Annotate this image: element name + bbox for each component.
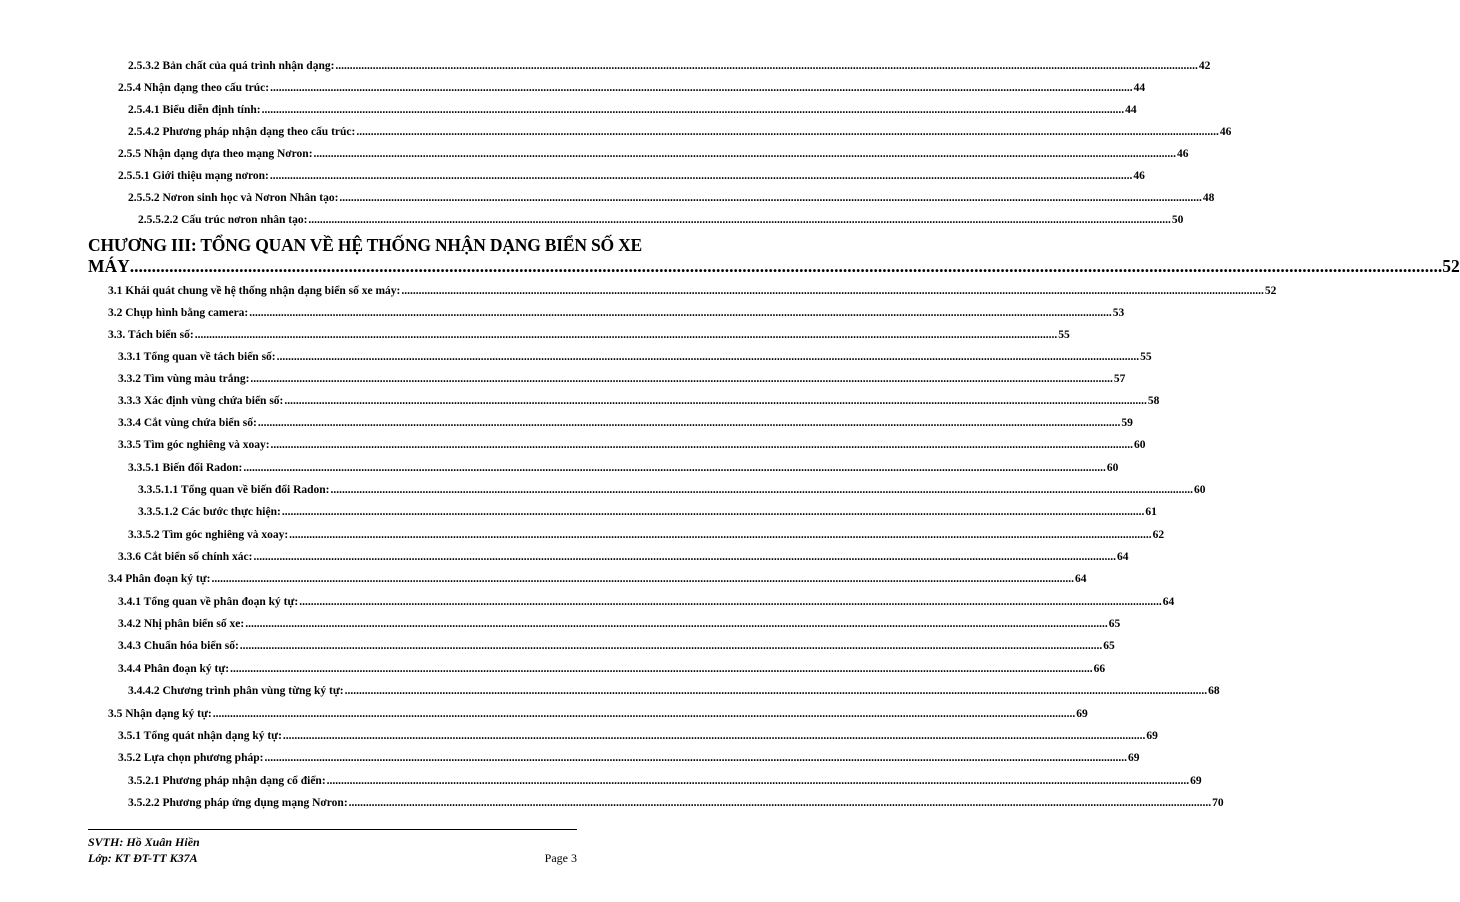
toc-entry-label: 2.5.5 Nhận dạng dựa theo mạng Nơron: [118,148,313,160]
toc-entry-label: 3.5.2.2 Phương pháp ứng dụng mạng Nơron: [128,797,348,809]
leader-dots: ............................................................................................................................................................................................................................................................................................................ [348,797,1212,809]
toc-entry-page: 65 [1108,618,1121,630]
toc-entry-label: 3.3.3 Xác định vùng chứa biển số: [118,395,284,407]
leader-dots: ............................................................................................................................................................................................................................................................................................................ [264,752,1127,764]
toc-entry-label: 3.4.1 Tổng quan về phân đoạn ký tự: [118,596,299,608]
toc-entry-label: 3.4.4.2 Chương trình phân vùng từng ký tự: [128,685,344,697]
leader-dots: ............................................................................................................................................................................................................................................................................................................ [249,307,1112,319]
toc-entry[interactable] [118,417,1133,429]
toc-entry-label: 2.5.4 Nhận dạng theo cấu trúc: [118,82,270,94]
toc-entry[interactable] [118,663,1106,675]
toc-entry[interactable] [128,126,1232,138]
toc-entry-label: 2.5.3.2 Bản chất của quá trình nhận dạng: [128,60,335,72]
chapter-title-line1: CHƯƠNG III: TỔNG QUAN VỀ HỆ THỐNG NHẬN DẠNG BIỂN SỐ XE [88,235,642,255]
toc-entry[interactable] [128,775,1202,787]
toc-entry[interactable] [108,329,1070,341]
toc-entry-page: 66 [1093,663,1106,675]
toc-entry-page: 69 [1127,752,1140,764]
toc-entry-page: 69 [1076,708,1088,720]
toc-entry-label: 2.5.5.1 Giới thiệu mạng nơron: [118,170,269,182]
toc-entry-page: 42 [1198,60,1211,72]
toc-entry-label: 3.3.5 Tìm góc nghiêng và xoay: [118,439,270,451]
toc-entry[interactable] [118,373,1126,385]
toc-entry-page: 62 [1152,529,1165,541]
leader-dots: ............................................................................................................................................................................................................................................................................................................ [356,126,1219,138]
toc-entry-label: 3.5.2.1 Phương pháp nhận dạng cổ điển: [128,775,326,787]
toc-entry-page: 60 [1106,462,1119,474]
toc-entry[interactable] [118,170,1145,182]
toc-entry-label: 3.3.6 Cắt biển số chính xác: [118,551,253,563]
toc-entry[interactable] [118,82,1146,94]
toc-entry-page: 59 [1121,417,1133,429]
toc-entry-page: 68 [1208,685,1220,697]
toc-entry-page: 60 [1134,439,1146,451]
leader-dots: ............................................................................................................................................................................................................................................................................................................ [330,484,1194,496]
leader-dots: ............................................................................................................................................................................................................................................................................................................ [270,82,1133,94]
toc-entry-label: 2.5.4.1 Biểu diễn định tính: [128,104,261,116]
leader-dots: ............................................................................................................................................................................................................................................................................................................ [276,351,1140,363]
toc-entry-label: 3.4.2 Nhị phân biển số xe: [118,618,245,630]
toc-entry-label: 2.5.5.2.2 Cấu trúc nơron nhân tạo: [138,214,308,226]
leader-dots: ............................................................................................................................................................................................................................................................................................................ [261,104,1125,116]
toc-entry-label: 3.5.2 Lựa chọn phương pháp: [118,752,264,764]
toc-entry[interactable] [118,596,1175,608]
toc-entry-page: 48 [1202,192,1215,204]
footer-author: SVTH: Hồ Xuân Hiền [88,835,200,849]
toc-entry-label: 3.3. Tách biển số: [108,329,194,341]
toc-entry-page: 61 [1145,506,1157,518]
toc-entry[interactable] [118,618,1121,630]
toc-entry[interactable] [128,797,1224,809]
leader-dots: ............................................................................................................................................................................................................................................................................................................ [194,329,1058,341]
toc-entry-label: 3.3.4 Cắt vùng chứa biển số: [118,417,257,429]
footer-class: Lớp: KT ĐT-TT K37A [88,851,198,865]
leader-dots: ............................................................................................................................................................................................................................................................................................................ [270,439,1134,451]
toc-entry-page: 64 [1162,596,1175,608]
leader-dots: ............................................................................................................................................................................................................................................................................................................ [326,775,1190,787]
toc-entry-label: 3.4.4 Phân đoạn ký tự: [118,663,230,675]
toc-entry[interactable] [118,395,1160,407]
toc-entry[interactable] [138,484,1206,496]
leader-dots: ............................................................................................................................................................................................................................................................................................................ [308,214,1171,226]
toc-entry-label: 3.5 Nhận dạng ký tự: [108,708,212,720]
toc-entry-page: 69 [1146,730,1158,742]
toc-entry-page: 70 [1212,797,1224,809]
toc-entry-page: 64 [1074,573,1087,585]
toc-entry[interactable] [128,462,1119,474]
toc-entry-label: 3.4 Phân đoạn ký tự: [108,573,211,585]
toc-entry[interactable] [118,148,1189,160]
toc-entry[interactable] [108,307,1125,319]
leader-dots: ............................................................................................................................................................................................................................................................................................................ [339,192,1202,204]
leader-dots: ............................................................................................................................................................................................................................................................................................................ [282,730,1146,742]
leader-dots: ............................................................................................................................................................................................................................................................................................................ [289,529,1152,541]
leader-dots: ............................................................................................................................................................................................................................................................................................................ [335,60,1198,72]
toc-entry[interactable] [118,439,1146,451]
toc-entry-page: 53 [1112,307,1125,319]
leader-dots: ............................................................................................................................................................................................................................................................................................................ [239,640,1103,652]
leader-dots: ............................................................................................................................................................................................................................................................................................................ [299,596,1162,608]
leader-dots: ............................................................................................................................................................................................................................................................................................................ [230,663,1093,675]
leader-dots: ............................................................................................................................................................................................................................................................................................................ [250,373,1113,385]
toc-entry-page: 55 [1058,329,1070,341]
toc-entry-page: 60 [1194,484,1206,496]
footer-page-number: Page 3 [544,851,577,865]
toc-entry-label: 3.3.5.2 Tìm góc nghiêng và xoay: [128,529,289,541]
toc-entry[interactable] [118,640,1115,652]
toc-entry-page: 64 [1117,551,1129,563]
leader-dots: ............................................................................................................................................................................................................................................................................................................ [281,506,1145,518]
leader-dots: ............................................................................................................................................................................................................................................................................................................ [243,462,1106,474]
toc-entry-label: 3.3.1 Tổng quan về tách biển số: [118,351,276,363]
leader-dots: ............................................................................................................................................................................................................................................................................................................ [253,551,1116,563]
toc-entry-page: 65 [1103,640,1115,652]
toc-entry-page: 44 [1125,104,1137,116]
toc-entry[interactable] [128,685,1220,697]
toc-entry-label: 2.5.4.2 Phương pháp nhận dạng theo cấu trúc: [128,126,356,138]
leader-dots: ............................................................................................................................................................................................................................................................................................................ [245,618,1108,630]
toc-entry-page: 46 [1219,126,1232,138]
leader-dots: ............................................................................................................................................................................................................................................................................................................ [284,395,1147,407]
chapter-title-line2 [88,256,1460,277]
leader-dots: ............................................................................................................................................................................................................................................................................................................ [344,685,1208,697]
toc-entry[interactable] [108,573,1087,585]
toc-entry[interactable] [118,730,1158,742]
toc-entry[interactable] [128,60,1211,72]
chapter-heading[interactable] [88,235,1460,277]
toc-entry[interactable] [138,214,1184,226]
leader-dots: ............................................................................................................................................................................................................................................................................................................ [401,285,1264,297]
leader-dots: ............................................................................................................................................................................................................................................................................................................ [212,708,1076,720]
leader-dots: ............................................................................................................................................................................................................................................................................................................ [211,573,1074,585]
chapter-title-continued: MÁY [88,256,130,276]
page-footer [88,829,577,866]
toc-entry-label: 3.4.3 Chuẩn hóa biển số: [118,640,239,652]
leader-dots: ............................................................................................................................................................................................................................................................................................................ [313,148,1177,160]
toc-entry-page: 50 [1171,214,1184,226]
toc-entry-label: 3.3.5.1.2 Các bước thực hiện: [138,506,281,518]
toc-entry-page: 58 [1147,395,1160,407]
toc-entry-label: 2.5.5.2 Nơron sinh học và Nơron Nhân tạo: [128,192,339,204]
toc-entry[interactable] [128,104,1137,116]
toc-entry-label: 3.3.2 Tìm vùng màu trắng: [118,373,250,385]
toc-entry[interactable] [118,752,1140,764]
toc-entry-label: 3.3.5.1.1 Tổng quan về biến đổi Radon: [138,484,330,496]
leader-dots: ............................................................................................................................................................................................................................................................................................................ [129,256,1443,276]
leader-dots: ............................................................................................................................................................................................................................................................................................................ [269,170,1133,182]
toc-entry[interactable] [128,529,1165,541]
toc-entry-page: 55 [1140,351,1152,363]
toc-entry-label: 3.1 Khái quát chung về hệ thống nhận dạng biển số xe máy: [108,285,401,297]
chapter-page: 52 [1442,256,1460,276]
toc-entry-page: 46 [1177,148,1189,160]
toc-entry-page: 69 [1190,775,1202,787]
toc-entry-page: 44 [1133,82,1146,94]
leader-dots: ............................................................................................................................................................................................................................................................................................................ [257,417,1121,429]
toc-entry[interactable] [128,192,1215,204]
toc-entry-label: 3.3.5.1 Biến đổi Radon: [128,462,243,474]
toc-entry[interactable] [138,506,1157,518]
toc-entry[interactable] [118,551,1129,563]
toc-entry[interactable] [108,285,1277,297]
toc-entry-page: 46 [1133,170,1145,182]
toc-entry-label: 3.5.1 Tổng quát nhận dạng ký tự: [118,730,282,742]
toc-entry-label: 3.2 Chụp hình bằng camera: [108,307,249,319]
toc-entry[interactable] [118,351,1152,363]
toc-entry[interactable] [108,708,1088,720]
toc-entry-page: 57 [1113,373,1126,385]
toc-entry-page: 52 [1264,285,1277,297]
